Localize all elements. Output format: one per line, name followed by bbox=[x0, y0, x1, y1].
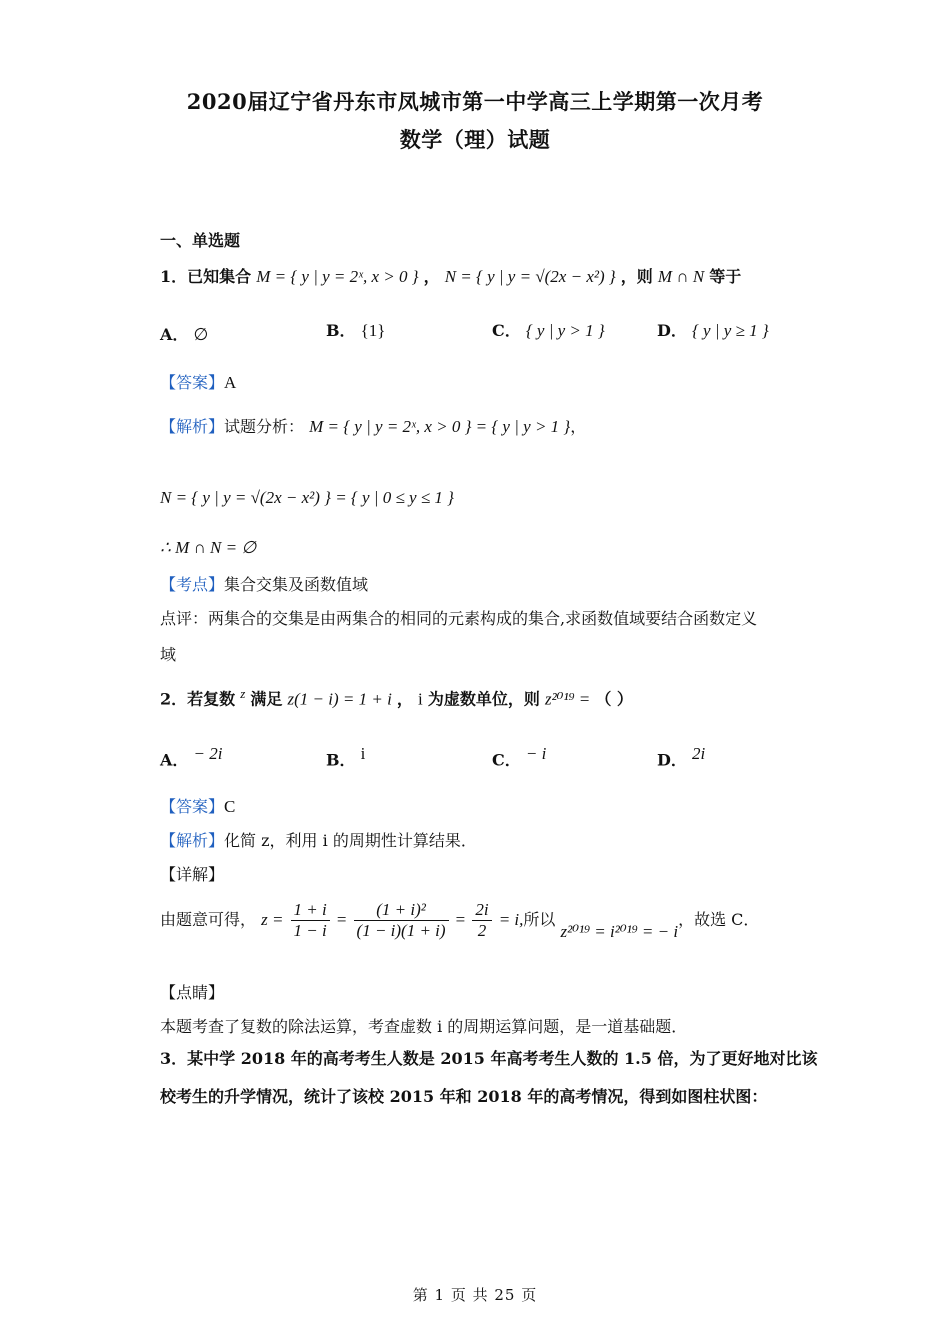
analysis-comma: ， bbox=[570, 417, 587, 436]
q2-detail: 由题意可得， z = $\frac{1 + i}{1 - i}$ = $\frac{\text{(1 + i)²}}{(1 - i)(1 + i)}$ = $\frac{2i}{2}$ = i,所以 z²⁰¹⁹ = i²⁰¹⁹ = − i，故选 C． bbox=[160, 900, 760, 941]
q1-option-c bbox=[492, 318, 605, 341]
option-label: B． bbox=[326, 321, 356, 340]
option-label: D． bbox=[657, 321, 687, 340]
option-value: ∅ bbox=[193, 325, 209, 344]
q2-detail-tag: 【详解】 bbox=[160, 865, 225, 884]
option-value: i bbox=[360, 744, 366, 763]
conclusion-formula: ∴ M ∩ N = ∅ bbox=[160, 538, 257, 557]
q1-option-a bbox=[160, 322, 208, 345]
detail-choose: ，故选 C． bbox=[678, 910, 760, 929]
q1-set-m: M = { y | y = 2ˣ, x > 0 } bbox=[256, 267, 419, 286]
q2-satisfy: 满足 bbox=[250, 689, 283, 709]
answer-value: A bbox=[224, 373, 237, 392]
fraction-3 bbox=[472, 900, 491, 941]
option-label: C． bbox=[492, 750, 521, 770]
kaodian-text: 集合交集及函数值域 bbox=[224, 575, 369, 594]
page-footer: 第 1 页 共 25 页 bbox=[412, 1286, 538, 1304]
doc-title-line2: 数学（理）试题 bbox=[399, 127, 551, 152]
answer-tag: 【答案】 bbox=[160, 373, 225, 392]
option-value: {1} bbox=[360, 321, 386, 340]
option-value: − i bbox=[525, 744, 547, 763]
analysis-tag: 【解析】 bbox=[160, 417, 225, 436]
analysis-tag: 【解析】 bbox=[160, 831, 225, 850]
q1-analysis bbox=[160, 414, 586, 437]
analysis-set-n: N = { y | y = √(2x − x²) } = { y | 0 ≤ y ≤ 1 } bbox=[160, 488, 454, 507]
q2-comma: ， bbox=[396, 689, 413, 709]
q2-option-d bbox=[657, 744, 705, 770]
detail-suoyi: 所以 bbox=[523, 910, 556, 929]
q2-dianjing-text: 本题考查了复数的除法运算，考查虚数 i 的周期运算问题，是一道基础题． bbox=[160, 1017, 688, 1036]
detail-power-result: z²⁰¹⁹ = i²⁰¹⁹ = − i bbox=[560, 922, 679, 941]
q1-intersection: M ∩ N bbox=[657, 267, 705, 286]
answer-tag: 【答案】 bbox=[160, 797, 225, 816]
q1-set-n: N = { y | y = √(2x − x²) } bbox=[444, 267, 616, 286]
q1-review-line2: 域 bbox=[160, 645, 177, 664]
option-label: B． bbox=[326, 750, 356, 770]
analysis-lead: 试题分析： bbox=[224, 417, 305, 436]
option-value: { y | y > 1 } bbox=[525, 321, 605, 340]
fraction-2 bbox=[354, 900, 449, 941]
fraction-2-numerator: (1 + i)² bbox=[354, 900, 449, 921]
q1-conclusion bbox=[160, 538, 256, 558]
q2-option-b bbox=[326, 744, 365, 770]
q2-stem bbox=[160, 686, 633, 709]
q1-equals: 等于 bbox=[709, 267, 742, 286]
analysis-text: 化简 z，利用 i 的周期性计算结果． bbox=[224, 831, 477, 850]
q3-stem-line2: 校考生的升学情况，统计了该校 2015 年和 2018 年的高考情况，得到如图柱状图： bbox=[160, 1087, 768, 1106]
q2-i: i bbox=[418, 689, 423, 709]
q2-equation: z(1 − i) = 1 + i bbox=[287, 689, 392, 709]
fraction-1-denominator: 1 − i bbox=[293, 921, 327, 940]
detail-lead: 由题意可得， bbox=[160, 910, 257, 929]
option-label: A． bbox=[160, 325, 189, 344]
q3-stem-line1: 3．某中学 2018 年的高考考生人数是 2015 年高考考生人数的 1.5 倍，为了更好地对比该 bbox=[160, 1049, 818, 1068]
q2-unit: 为虚数单位，则 bbox=[427, 689, 540, 709]
q2-z: z bbox=[240, 686, 246, 701]
q1-comma: ， bbox=[423, 267, 440, 286]
fraction-3-numerator: 2i bbox=[472, 900, 491, 921]
q2-power: z²⁰¹⁹ = bbox=[544, 689, 591, 709]
fraction-1-numerator: 1 + i bbox=[291, 900, 330, 921]
detail-z: z = bbox=[261, 910, 284, 929]
q2-paren: （ ） bbox=[595, 689, 633, 709]
q1-analysis-n bbox=[160, 488, 454, 508]
detail-eq-i: = i, bbox=[498, 910, 524, 929]
q1-answer bbox=[160, 370, 236, 393]
fraction-1 bbox=[291, 900, 330, 941]
fraction-3-denominator: 2 bbox=[477, 921, 487, 940]
option-label: C． bbox=[492, 321, 521, 340]
fraction-2-denominator: (1 − i)(1 + i) bbox=[356, 921, 446, 940]
q2-option-a bbox=[160, 744, 222, 770]
option-value: { y | y ≥ 1 } bbox=[691, 321, 769, 340]
analysis-set-m: M = { y | y = 2ˣ, x > 0 } = { y | y > 1 } bbox=[309, 417, 571, 436]
option-value: 2i bbox=[691, 744, 706, 763]
q2-analysis bbox=[160, 828, 477, 851]
q1-then: ，则 bbox=[620, 267, 653, 286]
q1-kaodian bbox=[160, 572, 368, 595]
option-label: D． bbox=[657, 750, 687, 770]
option-label: A． bbox=[160, 750, 189, 770]
answer-value: C bbox=[224, 797, 236, 816]
kaodian-tag: 【考点】 bbox=[160, 575, 225, 594]
q1-option-d bbox=[657, 318, 769, 341]
q2-number: 2．若复数 bbox=[160, 689, 236, 709]
q1-stem bbox=[160, 264, 741, 287]
doc-title-line1: 2020届辽宁省丹东市凤城市第一中学高三上学期第一次月考 bbox=[186, 89, 764, 114]
q2-answer bbox=[160, 794, 235, 817]
q2-option-c bbox=[492, 744, 546, 770]
option-value: − 2i bbox=[193, 744, 223, 763]
q2-dianjing-tag: 【点睛】 bbox=[160, 983, 225, 1002]
section-heading: 一、单选题 bbox=[160, 231, 241, 250]
q1-option-b bbox=[326, 318, 385, 341]
q1-review-line1: 点评：两集合的交集是由两集合的相同的元素构成的集合,求函数值域要结合函数定义 bbox=[160, 609, 758, 628]
q1-number: 1．已知集合 bbox=[160, 267, 252, 286]
